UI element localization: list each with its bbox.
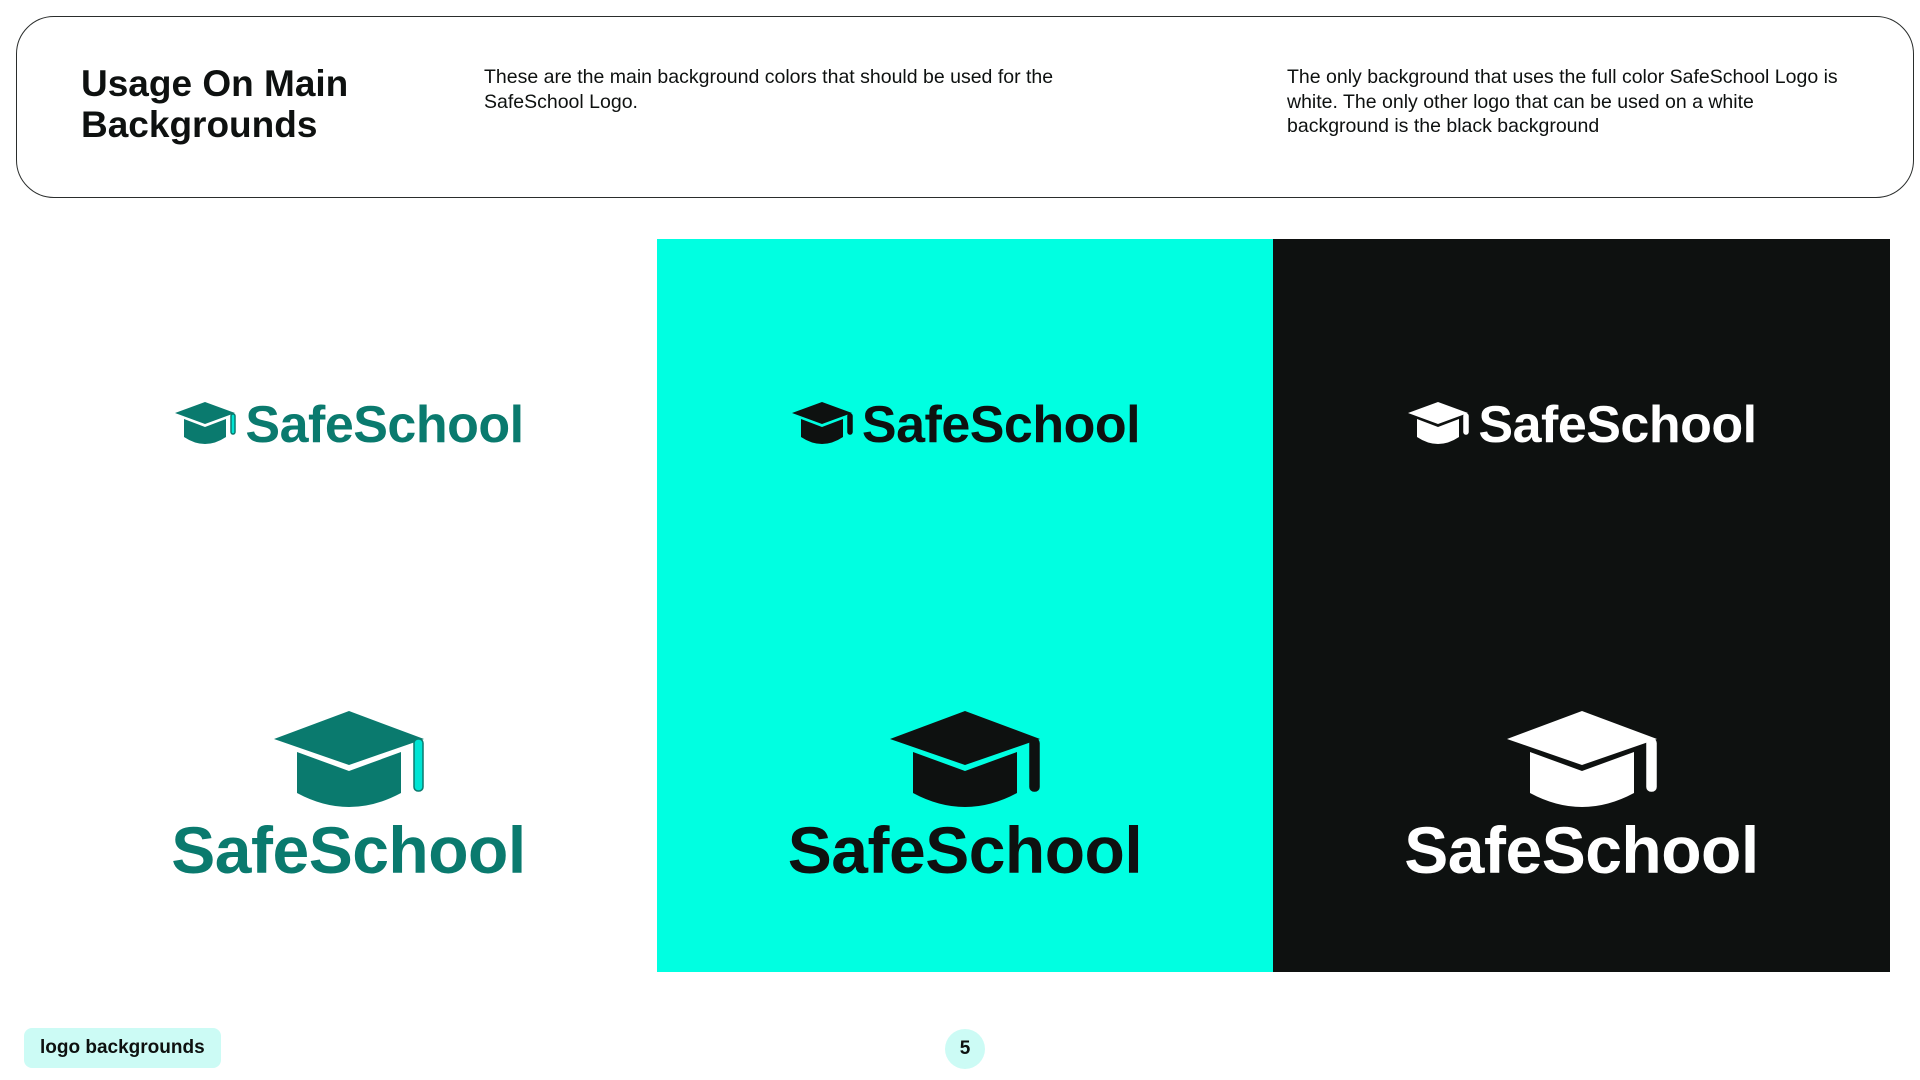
page-title: Usage On Main Backgrounds <box>81 63 349 145</box>
logo-horizontal <box>657 396 1273 454</box>
panel-cyan-background <box>657 239 1273 972</box>
section-tag: logo backgrounds <box>24 1028 221 1068</box>
graduation-cap-icon <box>1406 401 1470 447</box>
graduation-cap-icon <box>885 709 1045 811</box>
logo-horizontal <box>1273 396 1890 454</box>
wordmark-horizontal: SafeSchool <box>1478 396 1757 454</box>
panel-white-background <box>40 239 657 972</box>
graduation-cap-icon <box>790 401 854 447</box>
description-right: The only background that uses the full color SafeSchool Logo is white. The only other logo that can be used on a white background is the black background <box>1287 66 1838 137</box>
wordmark-vertical: SafeSchool <box>787 813 1143 887</box>
panel-black-background <box>1273 239 1890 972</box>
logo-vertical <box>40 709 657 887</box>
logo-horizontal <box>40 396 657 454</box>
page-number: 5 <box>945 1029 985 1069</box>
graduation-cap-icon <box>173 401 237 447</box>
wordmark-horizontal: SafeSchool <box>245 396 524 454</box>
graduation-cap-icon <box>269 709 429 811</box>
wordmark-horizontal: SafeSchool <box>861 396 1141 454</box>
description-left: These are the main background colors that should be used for the SafeSchool Logo. <box>484 66 1054 113</box>
logo-vertical <box>1273 709 1890 887</box>
header-card <box>16 16 1914 198</box>
logo-vertical <box>657 709 1273 887</box>
wordmark-vertical: SafeSchool <box>171 813 526 887</box>
graduation-cap-icon <box>1502 709 1662 811</box>
wordmark-vertical: SafeSchool <box>1404 813 1759 887</box>
